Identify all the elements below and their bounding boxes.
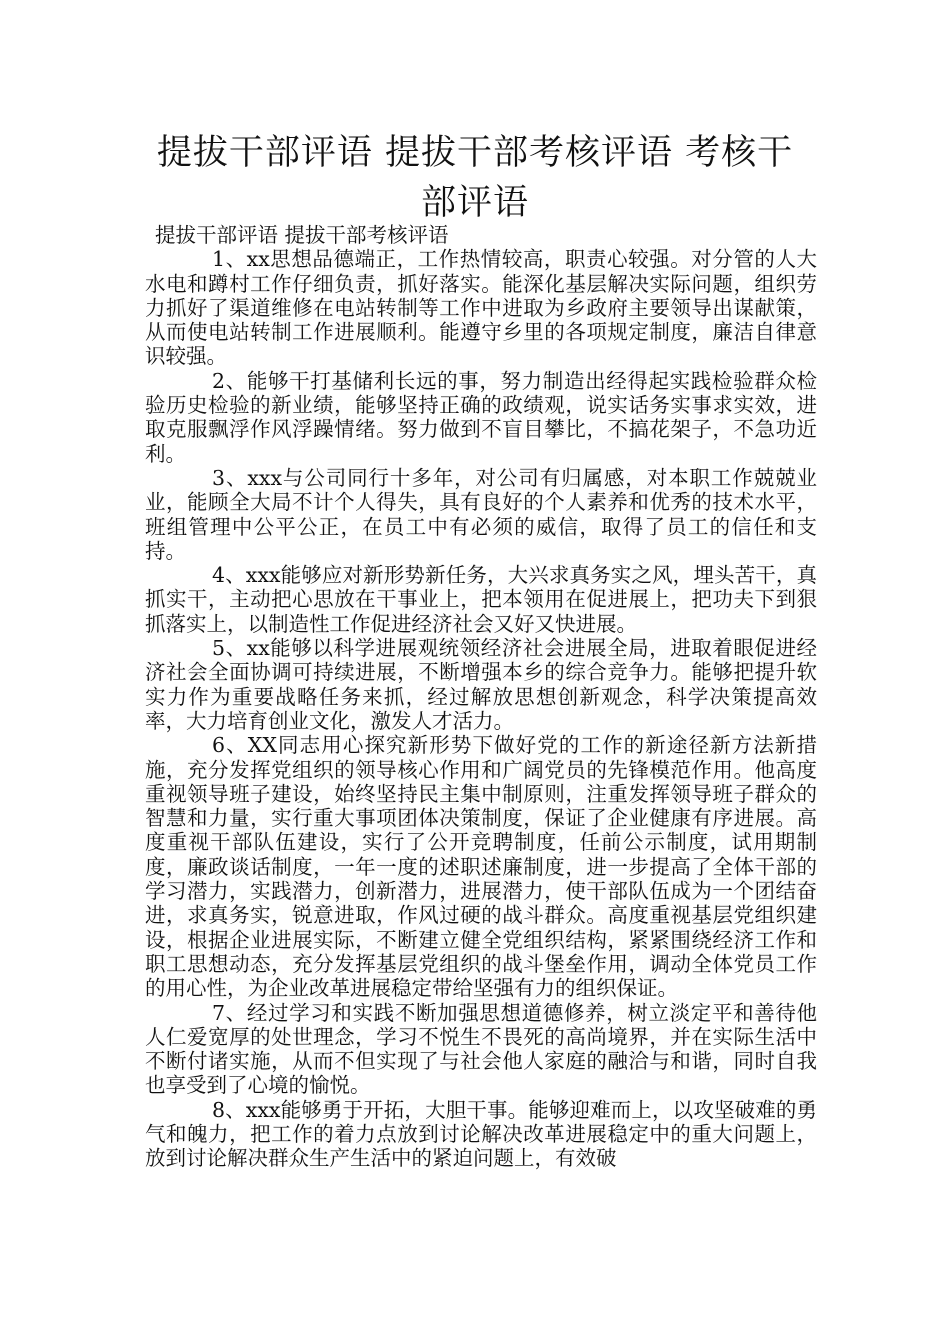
paragraph-8: 8、xxx能够勇于开拓，大胆干事。能够迎难而上，以攻坚破难的勇气和魄力，把工作的着力点放到讨论解决改革进展稳定中的重大问题上，放到讨论解决群众生产生活中的紧迫问题上，有效破 — [145, 1097, 817, 1171]
document-title: 提拔干部评语 提拔干部考核评语 考核干部评语 — [156, 133, 794, 223]
paragraph-6: 6、XX同志用心探究新形势下做好党的工作的新途径新方法新措施，充分发挥党组织的领导核心作用和广阔党员的先锋模范作用。他高度重视领导班子建设，始终坚持民主集中制原则，注重发挥领导班子群众的智慧和力量，实行重大事项团体决策制度，保证了企业健康有序进展。高度重视干部队伍建设，实行了公开竞聘制度，任前公示制度，试用期制度，廉政谈话制度，一年一度的述职述廉制度，进一步提高了全体干部的学习潜力，实践潜力，创新潜力，进展潜力，使干部队伍成为一个团结奋进，求真务实，锐意进取，作风过硬的战斗群众。高度重视基层党组织建设，根据企业进展实际，不断建立健全党组织结构，紧紧围绕经济工作和职工思想动态，充分发挥基层党组织的战斗堡垒作用，调动全体党员工作的用心性，为企业改革进展稳定带给坚强有力的组织保证。 — [145, 733, 817, 1001]
document-subtitle: 提拔干部评语 提拔干部考核评语 — [155, 223, 449, 247]
paragraph-5: 5、xx能够以科学进展观统领经济社会进展全局，进取着眼促进经济社会全面协调可持续进展，不断增强本乡的综合竞争力。能够把提升软实力作为重要战略任务来抓，经过解放思想创新观念，科学决策提高效率，大力培育创业文化，激发人才活力。 — [145, 636, 817, 733]
paragraph-7: 7、经过学习和实践不断加强思想道德修养，树立淡定平和善待他人仁爱宽厚的处世理念，学习不悦生不畏死的高尚境界，并在实际生活中不断付诸实施，从而不但实现了与社会他人家庭的融洽与和谐，同时自我也享受到了心境的愉悦。 — [145, 1000, 817, 1098]
paragraph-4: 4、xxx能够应对新形势新任务，大兴求真务实之风，埋头苦干，真抓实干，主动把心思放在干事业上，把本领用在促进展上，把功夫下到狠抓落实上，以制造性工作促进经济社会又好又快进展。 — [145, 563, 817, 636]
paragraph-2: 2、能够干打基储利长远的事，努力制造出经得起实践检验群众检验历史检验的新业绩，能够坚持正确的政绩观，说实话务实事求实效，进取克服飘浮作风浮躁情绪。努力做到不盲目攀比，不搞花架子，不急功近利。 — [145, 368, 817, 466]
paragraph-3: 3、xxx与公司同行十多年，对公司有归属感，对本职工作兢兢业业，能顾全大局不计个人得失，具有良好的个人素养和优秀的技术水平，班组管理中公平公正，在员工中有必须的威信，取得了员工的信任和支持。 — [145, 465, 817, 563]
document-body — [145, 223, 817, 1171]
paragraph-1: 1、xx思想品德端正，工作热情较高，职责心较强。对分管的人大水电和蹲村工作仔细负责，抓好落实。能深化基层解决实际问题，组织劳力抓好了渠道维修在电站转制等工作中进取为乡政府主要领导出谋献策，从而使电站转制工作进展顺利。能遵守乡里的各项规定制度，廉洁自律意识较强。 — [145, 247, 817, 369]
